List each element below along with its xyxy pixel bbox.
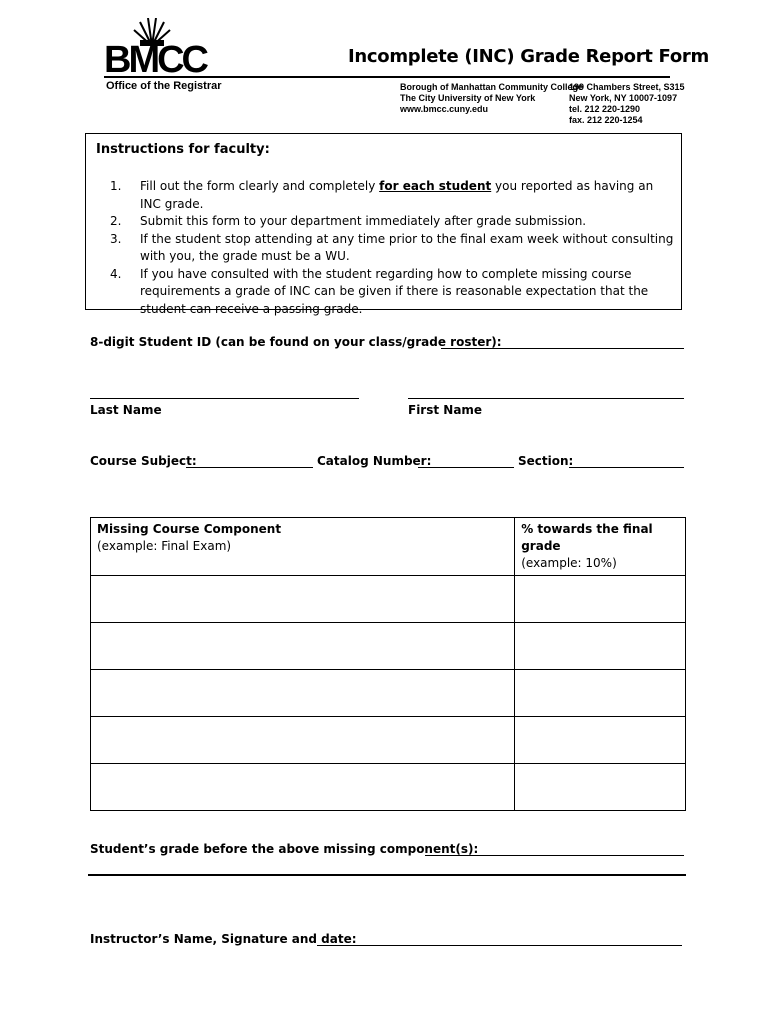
student-id-label: 8-digit Student ID (can be found on your class/grade roster): — [90, 335, 502, 349]
component-cell[interactable] — [91, 576, 515, 623]
address-line: New York, NY 10007-1097 — [569, 93, 678, 103]
instructions-title: Instructions for faculty: — [96, 142, 270, 157]
table-row — [91, 576, 686, 623]
instruction-text: If you have consulted with the student regarding how to complete missing course requirements a grade of INC can be given if there is reasonable expectation that the student can receive a passing grade. — [140, 266, 649, 316]
instruction-item — [110, 213, 675, 231]
instruction-number: 3. — [110, 231, 122, 246]
college-address — [569, 82, 685, 126]
instruction-number: 1. — [110, 179, 122, 193]
page-title: Incomplete (INC) Grade Report Form — [348, 46, 709, 67]
grade-before-label: Student’s grade before the above missing component(s): — [90, 842, 479, 856]
table-header-row — [91, 518, 686, 576]
bmcc-logo — [104, 18, 224, 81]
last-name-field[interactable] — [90, 398, 359, 399]
percent-cell[interactable] — [515, 717, 686, 764]
college-info — [400, 82, 583, 115]
phone-line: tel. 212 220-1290 — [569, 104, 641, 114]
instruction-text: Submit this form to your department immediately after grade submission. — [140, 214, 587, 228]
percent-cell[interactable] — [515, 670, 686, 717]
header-divider — [104, 76, 670, 78]
instruction-item — [110, 231, 675, 266]
table-row — [91, 670, 686, 717]
instructions-list — [110, 178, 675, 318]
college-line: The City University of New York — [400, 93, 536, 103]
column-example: (example: 10%) — [521, 556, 617, 570]
section-field[interactable] — [569, 467, 684, 468]
instruction-text-part: you reported as having an INC grade. — [140, 179, 654, 211]
instruction-number: 2. — [110, 214, 122, 228]
table-header-cell — [515, 518, 686, 576]
first-name-field[interactable] — [408, 398, 684, 399]
column-title: Missing Course Component — [97, 522, 282, 536]
table-row — [91, 764, 686, 811]
component-cell[interactable] — [91, 764, 515, 811]
instruction-number: 4. — [110, 266, 122, 281]
college-website: www.bmcc.cuny.edu — [400, 104, 489, 114]
instruction-emphasis: for each student — [379, 179, 492, 193]
grade-before-field[interactable] — [425, 855, 684, 856]
component-cell[interactable] — [91, 623, 515, 670]
missing-components-table — [90, 517, 686, 811]
column-title: % towards the final grade — [521, 522, 653, 553]
last-name-label: Last Name — [90, 403, 162, 417]
component-cell[interactable] — [91, 717, 515, 764]
table-header-cell — [91, 518, 515, 576]
course-subject-field[interactable] — [186, 467, 313, 468]
component-cell[interactable] — [91, 670, 515, 717]
section-label: Section: — [518, 454, 574, 468]
instruction-text: If the student stop attending at any time prior to the final exam week without consulting with you, the grade must be a WU. — [140, 231, 674, 263]
percent-cell[interactable] — [515, 764, 686, 811]
column-example: (example: Final Exam) — [97, 539, 232, 553]
catalog-number-label: Catalog Number: — [317, 454, 432, 468]
section-divider — [88, 874, 686, 876]
instruction-item — [110, 178, 675, 213]
percent-cell[interactable] — [515, 576, 686, 623]
table-row — [91, 623, 686, 670]
college-line: Borough of Manhattan Community College — [400, 82, 583, 92]
course-subject-label: Course Subject: — [90, 454, 197, 468]
instructor-label: Instructor’s Name, Signature and date: — [90, 932, 357, 946]
catalog-number-field[interactable] — [418, 467, 514, 468]
first-name-label: First Name — [408, 403, 483, 417]
instruction-item — [110, 266, 675, 319]
office-name: Office of the Registrar — [106, 80, 222, 92]
logo-text: BMCC — [104, 39, 206, 81]
instruction-text — [140, 178, 675, 213]
table-row — [91, 717, 686, 764]
address-line: 199 Chambers Street, S315 — [569, 82, 685, 92]
student-id-field[interactable] — [441, 348, 684, 349]
percent-cell[interactable] — [515, 623, 686, 670]
instructions-box — [85, 133, 682, 316]
instruction-text-part: Fill out the form clearly and completely — [140, 179, 380, 193]
instructor-signature-field[interactable] — [317, 945, 682, 946]
fax-line: fax. 212 220-1254 — [569, 115, 643, 125]
